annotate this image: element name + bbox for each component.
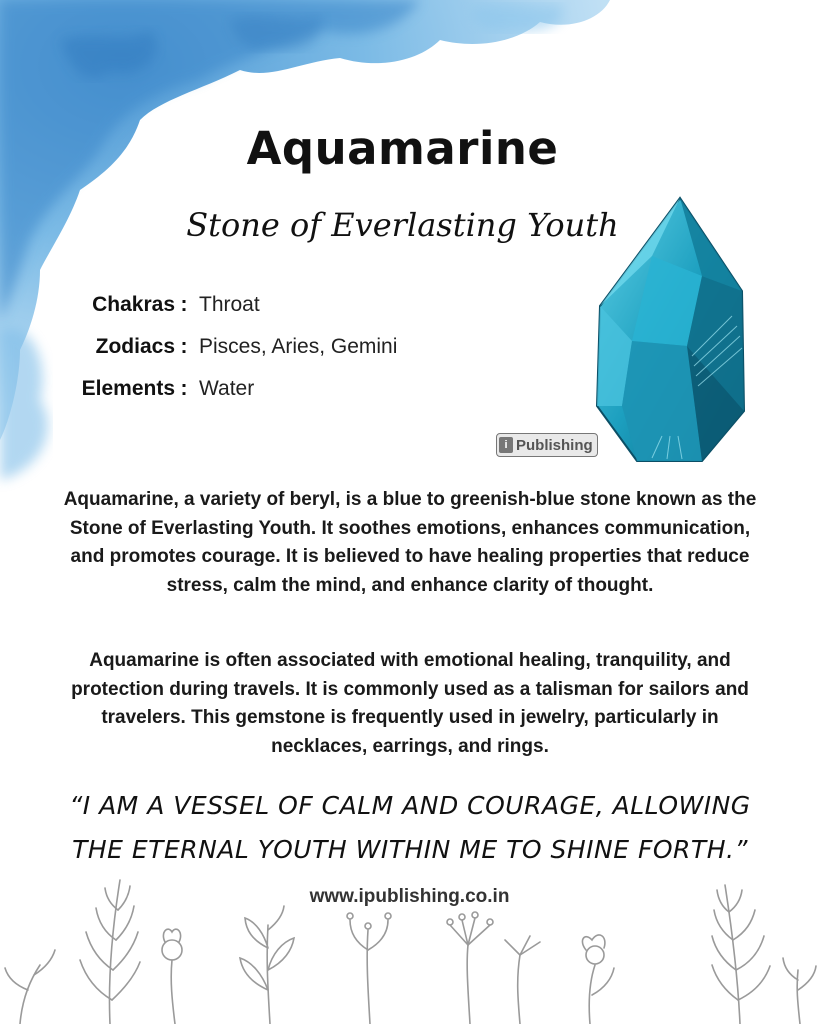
aquamarine-gem-icon [592,196,752,466]
property-separator: : [180,377,188,400]
property-value: Water [199,377,255,400]
publishing-badge-text: Publishing [516,436,593,454]
property-separator: : [180,293,188,316]
publishing-logo-icon: i [499,437,513,453]
properties-list [50,293,397,419]
property-row-elements [50,377,397,419]
property-value: Throat [199,293,260,316]
property-row-zodiacs [50,335,397,377]
property-label: Elements [81,377,175,400]
property-separator: : [180,335,188,358]
description-paragraph: Aquamarine, a variety of beryl, is a blue to greenish-blue stone known as the Stone of Everlasting Youth. It soothes emotions, enhances communication, and promotes courage. It is believed to have healing properties that reduce stress, calm the mind, and enhance clarity of thought. [63,489,757,596]
affirmation-quote: “I AM A VESSEL OF CALM AND COURAGE, ALLOWING THE ETERNAL YOUTH WITHIN ME TO SHINE FORTH.” [69,791,751,864]
website-link[interactable]: www.ipublishing.co.in [309,886,510,907]
property-label: Chakras [92,293,175,316]
property-value: Pisces, Aries, Gemini [199,335,398,358]
publishing-badge [496,433,598,457]
page-subtitle: Stone of Everlasting Youth [186,206,619,244]
property-label: Zodiacs [95,335,175,358]
botanical-line-art-icon [0,870,819,1024]
description-paragraph: Aquamarine is often associated with emotional healing, tranquility, and protection during travels. It is commonly used as a talisman for sailors and travelers. This gemstone is frequently used in jewelry, particularly in necklaces, earrings, and rings. [71,650,749,757]
page-title: Aquamarine [246,122,559,175]
property-row-chakras [50,293,397,335]
